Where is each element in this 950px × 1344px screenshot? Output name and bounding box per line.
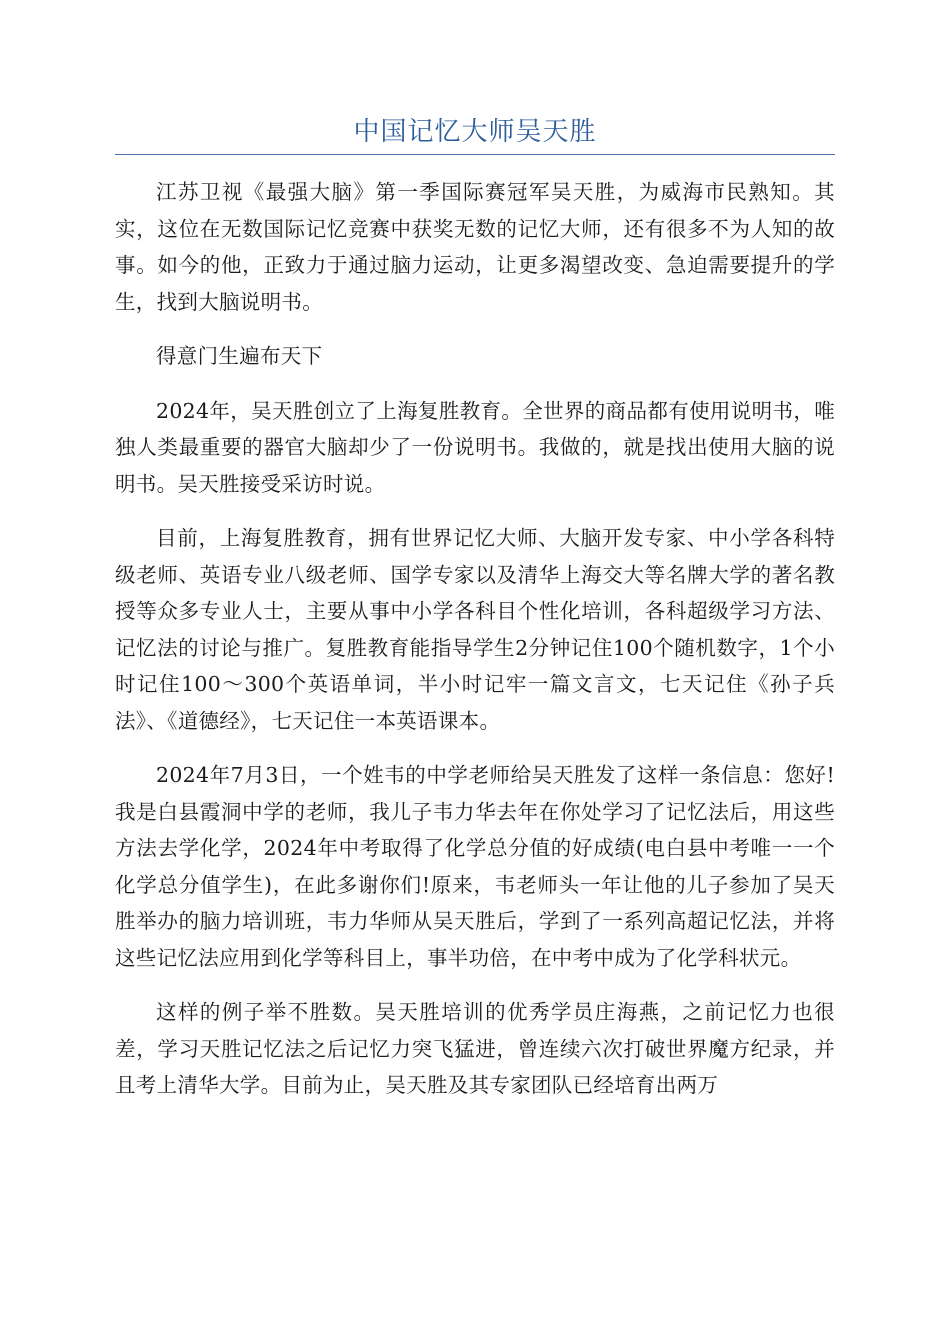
article-body: [115, 174, 835, 1122]
paragraph-message: 2024年7月3日，一个姓韦的中学老师给吴天胜发了这样一条信息：您好!我是白县霞洞中学的老师，我儿子韦力华去年在你处学习了记忆法后，用这些方法去学化学，2024年中考取得了化学总分值的好成绩(电白县中考唯一一个化学总分值学生)，在此多谢你们!原来，韦老师头一年让他的儿子参加了吴天胜举办的脑力培训班，韦力华师从吴天胜后，学到了一系列高超记忆法，并将这些记忆法应用到化学等科目上，事半功倍，在中考中成为了化学科状元。: [115, 763, 835, 970]
paragraph-founding: 2024年，吴天胜创立了上海复胜教育。全世界的商品都有使用说明书，唯独人类最重要的器官大脑却少了一份说明书。我做的，就是找出使用大脑的说明书。吴天胜接受采访时说。: [115, 398, 835, 496]
paragraph-examples: 这样的例子举不胜数。吴天胜培训的优秀学员庄海燕，之前记忆力也很差，学习天胜记忆法之后记忆力突飞猛进，曾连续六次打破世界魔方纪录，并且考上清华大学。目前为止，吴天胜及其专家团队已经培育出两万: [115, 1000, 835, 1097]
paragraph-subheading: 得意门生遍布天下: [156, 344, 323, 368]
page-title: 中国记忆大师吴天胜: [353, 117, 597, 147]
title-underline: [115, 154, 835, 155]
paragraph-team: 目前，上海复胜教育，拥有世界记忆大师、大脑开发专家、中小学各科特级老师、英语专业八级老师、国学专家以及清华上海交大等名牌大学的著名教授等众多专业人士，主要从事中小学各科目个性化培训，各科超级学习方法、记忆法的讨论与推广。复胜教育能指导学生2分钟记住100个随机数字，1个小时记住100～300个英语单词，半小时记牢一篇文言文，七天记住《孙子兵法》、《道德经》，七天记住一本英语课本。: [115, 526, 835, 733]
paragraph-intro: 江苏卫视《最强大脑》第一季国际赛冠军吴天胜，为威海市民熟知。其实，这位在无数国际记忆竞赛中获奖无数的记忆大师，还有很多不为人知的故事。如今的他，正致力于通过脑力运动，让更多渴望改变、急迫需要提升的学生，找到大脑说明书。: [115, 180, 835, 314]
